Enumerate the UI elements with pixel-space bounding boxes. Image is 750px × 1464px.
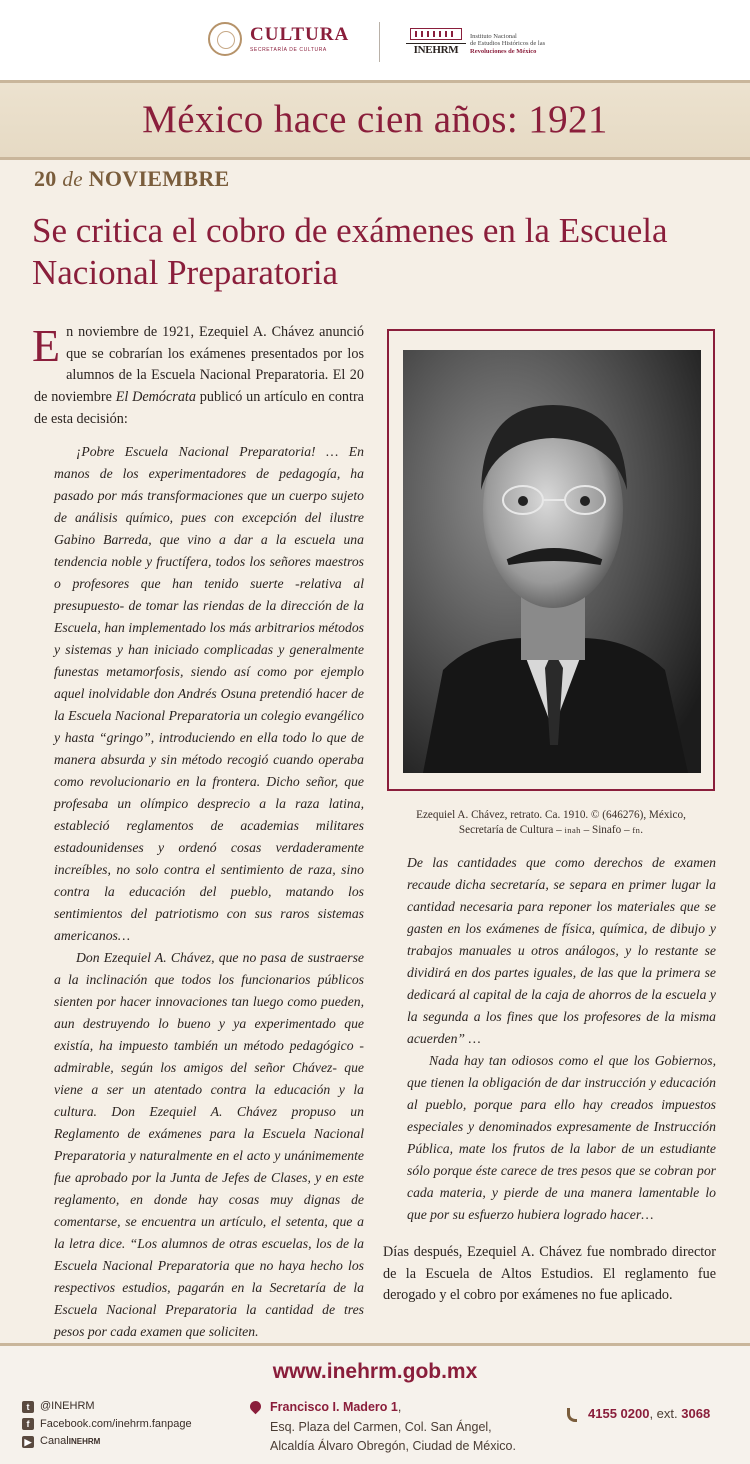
date-day: 20 [34,166,57,191]
facebook-icon: f [22,1418,34,1430]
inehrm-building-icon [406,26,466,57]
title-banner [0,80,750,160]
right-column [383,852,716,1307]
photo-frame [387,329,715,791]
photo-caption: Ezequiel A. Chávez, retrato. Ca. 1910. © (646276), México, Secretaría de Cultura – inah – Sinafo – fn. [416,809,686,836]
phone-number[interactable]: 4155 0200, ext. 3068 [588,1406,711,1421]
date-month: NOVIEMBRE [88,166,230,191]
address-street: Francisco I. Madero 1 [270,1400,398,1414]
cultura-subtitle: SECRETARÍA DE CULTURA [250,47,327,53]
location-pin-icon [248,1399,264,1415]
youtube-icon: ▶ [22,1436,34,1448]
mexico-seal-icon [208,22,242,56]
intro-paragraph: En noviembre de 1921, Ezequiel A. Chávez anunció que se cobrarían los exámenes presentados por los alumnos de la Escuela Nacional Preparatoria. El 20 de noviembre El Demócrata publicó un artículo en contra de esta decisión: [32,320,364,427]
address-line-2: Esq. Plaza del Carmen, Col. San Ángel, [270,1419,492,1434]
article-headline: Se critica el cobro de exámenes en la Escuela Nacional Preparatoria [32,211,668,292]
left-column [34,322,364,1343]
banner-title: México hace cien años: 1921 [142,98,608,141]
quote-paragraph-1: ¡Pobre Escuela Nacional Preparatoria! … En manos de los experimentadores de pedagogía, ha pasado por más transformaciones que un cuerpo sujeto de análisis químico, pues con excepción del ilustre Gabino Barreda, que vino a dar a la escuela una tendencia noble y fructífera, todos los señores maestros o profesores que han tenido suerte -relativa al presupuesto- de tomar las riendas de la dirección de la Escuela, han implementado los más arbitrarios métodos y sistemas y han iniciado complicadas y generalmente funestas metamorfosis, siendo así como por ejemplo aquel inolvidable don Andrés Osuna pretendió hacer de la Escuela Nacional Preparatoria un colegio evangélico y hasta “gringo”, introduciendo en ella todo lo que de manera absurda y sin método recogió cuando operaba como revolucionario en la frontera. Dicho señor, que profesaba un olímpico desprecio a la raza latina, estableció reglamentos de academias militares estadounidenses y ordenó cosas verdaderamente increíbles, no solo contra el sentimiento de raza, sino contra la educación del pueblo, matando los sentimientos del patriotismo con sus raros sistemas americanos… [54,443,364,943]
quote-paragraph-3: De las cantidades que como derechos de examen recaude dicha secretaría, se separa en primer lugar la cantidad necesaria para reponer los materiales que se gasten en los exámenes de física, química, de dibujo y trabajos manuales u otros análogos, y lo restante se dividirá en dos partes iguales, de las que la primera se dedicará al capital de la caja de ahorros de la escuela y la segunda a los fines que los profesores de la misma acuerden” … [407,855,716,1046]
quote-paragraph-4: Nada hay tan odiosos como el que los Gobiernos, que tienen la obligación de dar instrucción y educación al pueblo, porque para ello hay creados impuestos especiales y denominados expresamente de Instrucción Pública, mate los frutos de la labor de un estudiante sólo porque éste carece de tres pesos que se cobran por cada materia, y pierde de una manera lamentable lo que por su esfuerzo hubiera logrado hacer… [407,1053,716,1222]
inehrm-line-3: Revoluciones de México [470,47,537,55]
inehrm-line-1: Instituto Nacional [470,32,517,40]
quote-paragraph-2: Don Ezequiel A. Chávez, que no pasa de sustraerse a la inclinación que todos los funcionarios públicos sienten por hacer innovaciones tan luego como pueden, aun destruyendo lo bueno y ya experimentado que existía, ha impuesto también un método pedagógico -admirable, según los amigos del señor Chávez- que viene a ser un atentado contra la educación y la cultura. Don Ezequiel A. Chávez propuso un Reglamento de exámenes para la Escuela Nacional Preparatoria y naturalmente en el acto y unánimemente fue aprobado por la Junta de Jefes de Clases, y en este reglamento, en donde hay cosas muy dignas de comentarse, se encuentra un artículo, el setenta, que a la letra dice. “Los alumnos de otras escuelas, los de la Escuela Nacional Preparatoria que no haya hecho los respectivos estudios, pagarán en la Secretaría de la Escuela Nacional Preparatoria la cantidad de tres pesos por cada examen que soliciten. [54,949,364,1339]
cultura-title: CULTURA [250,24,350,45]
footer [0,1343,750,1464]
phone-icon [567,1408,577,1422]
facebook-link[interactable]: f Facebook.com/inehrm.fanpage [22,1416,192,1434]
portrait-photo [403,350,701,773]
twitter-link[interactable]: t @INEHRM [22,1398,192,1416]
social-links [22,1398,192,1451]
portrait-illustration [403,350,701,773]
inehrm-line-2: de Estudios Históricos de las [470,40,546,48]
cultura-logo [208,22,349,56]
twitter-icon: t [22,1401,34,1413]
drop-cap: E [32,320,61,371]
closing-paragraph: Días después, Ezequiel A. Chávez fue nombrado director de la Escuela de Altos Estudios. El reglamento fue derogado y el cobro por exámenes no fue aplicado. [383,1244,716,1304]
youtube-link[interactable]: ▶ Canal INEHRM [22,1433,192,1451]
address-line-3: Alcaldía Álvaro Obregón, Ciudad de México. [270,1439,516,1453]
website-link[interactable]: www.inehrm.gob.mx [272,1360,478,1383]
logo-divider [379,22,380,62]
inehrm-name: INEHRM [406,43,466,57]
newspaper-name: El Demócrata [115,389,196,406]
inehrm-logo [406,26,545,57]
top-header [0,0,750,80]
address: Francisco I. Madero 1, Esq. Plaza del Carmen, Col. San Ángel, Alcaldía Álvaro Obregón, Ciudad de México. [270,1398,550,1457]
article-date [34,166,229,192]
date-de: de [62,167,83,191]
